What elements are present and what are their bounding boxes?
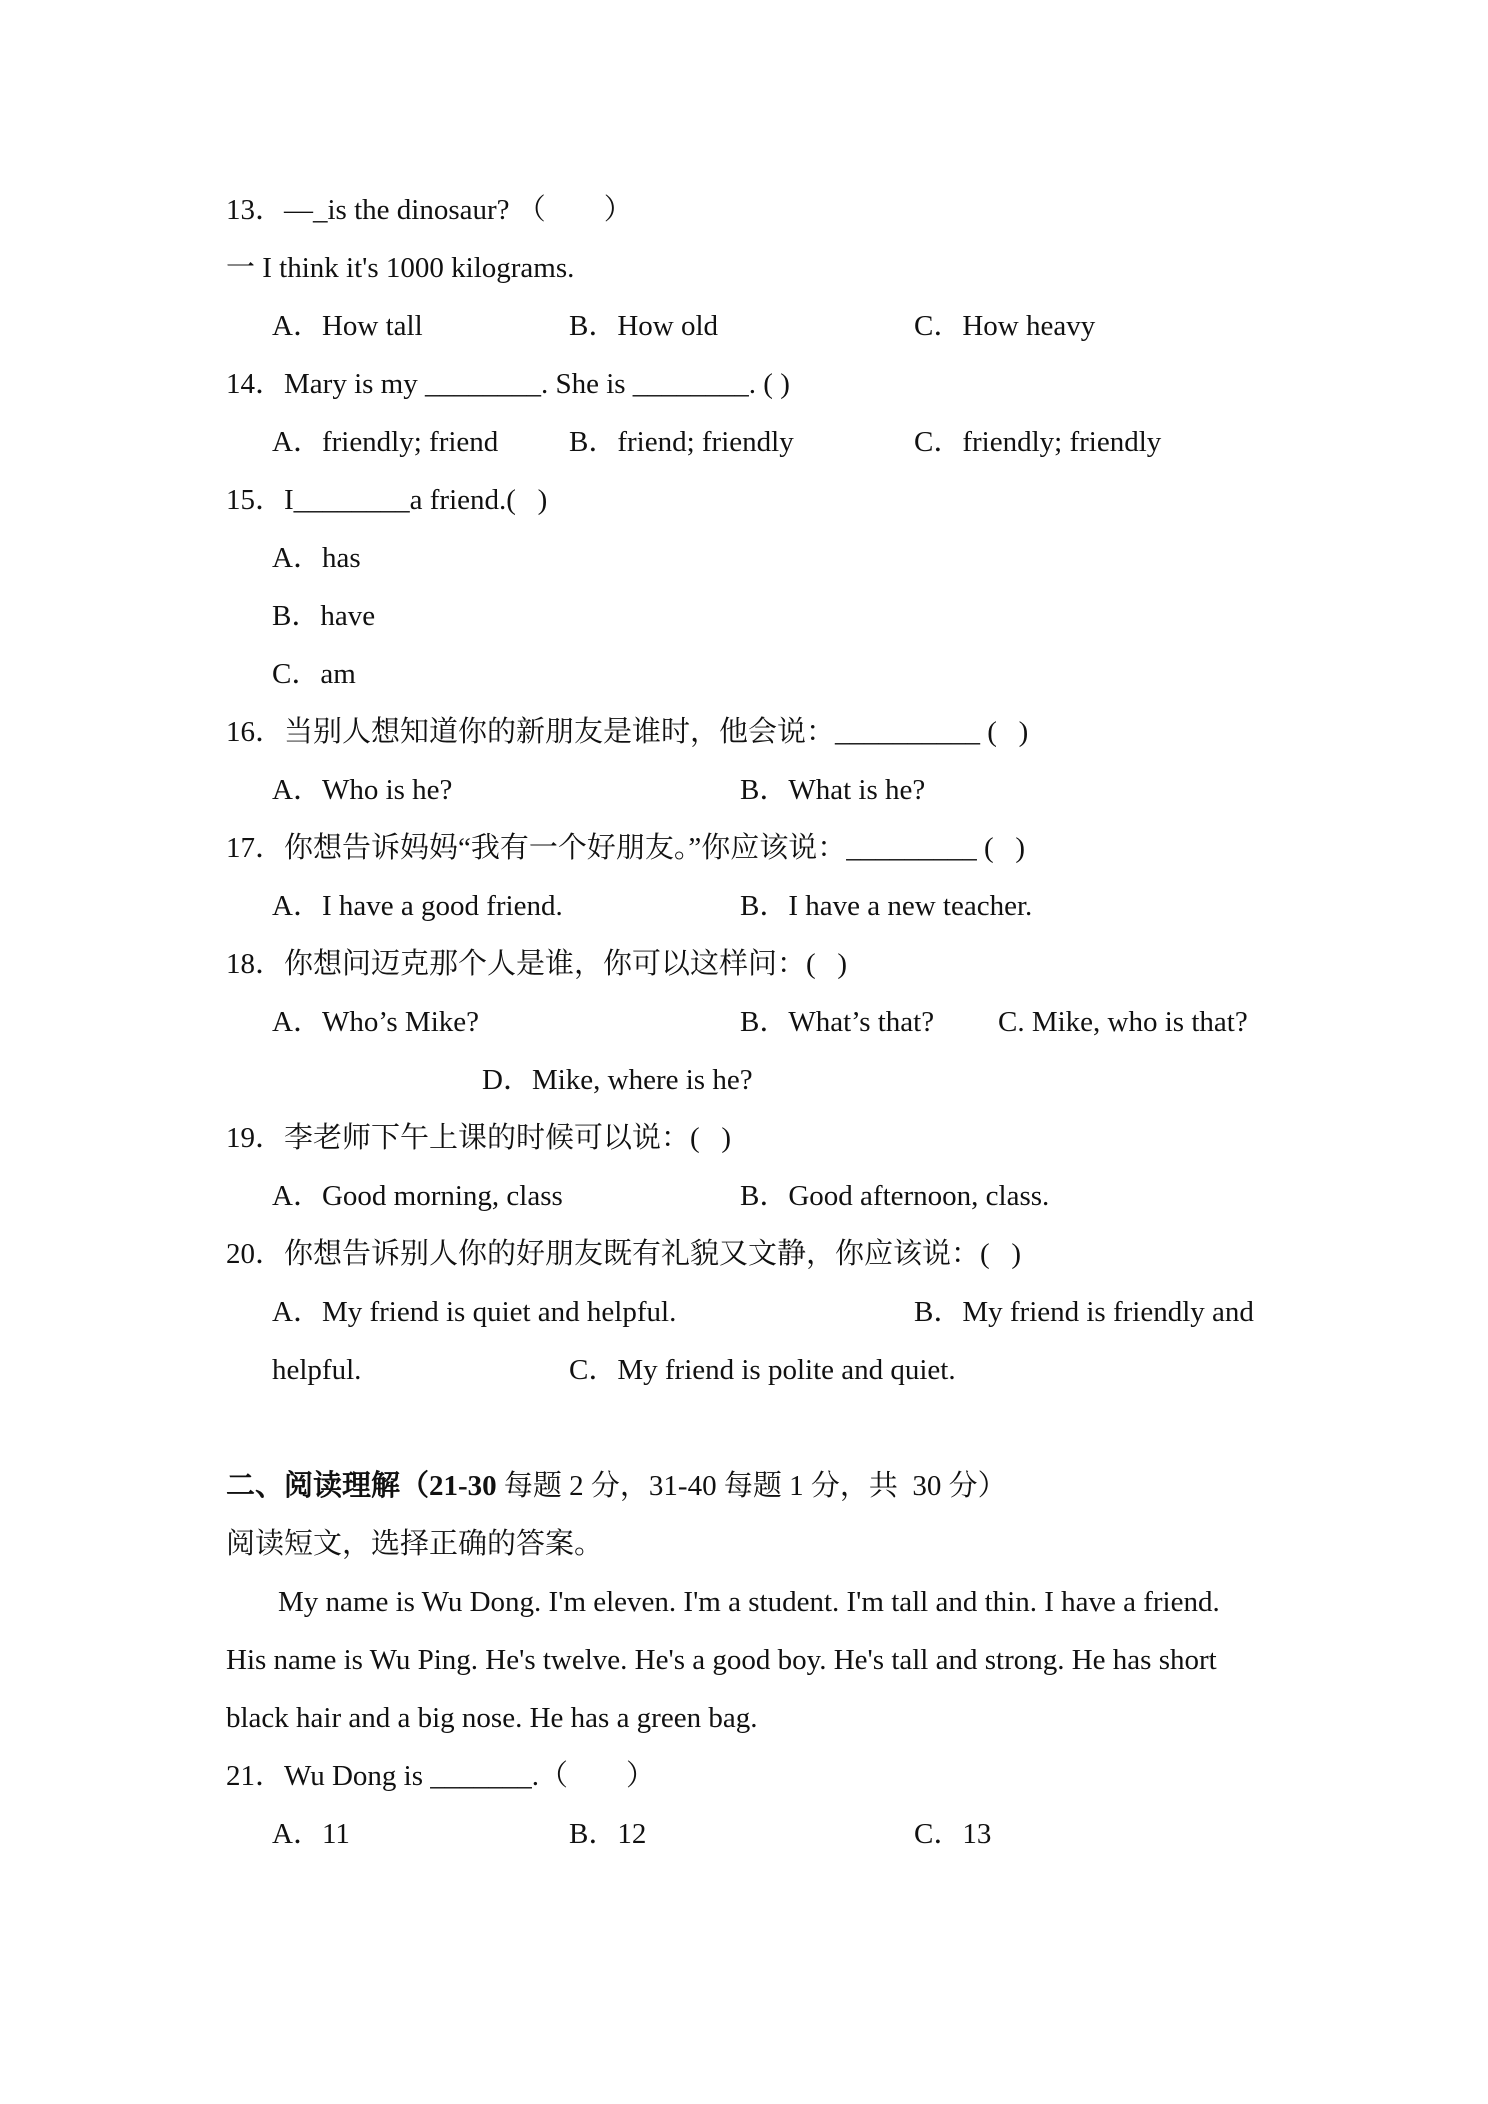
q19-option-b: B．Good afternoon, class. — [740, 1180, 1050, 1212]
q17-stem: 17．你想告诉妈妈“我有一个好朋友。”你应该说：_________ ( ) — [226, 832, 1026, 864]
q13-option-c: C．How heavy — [914, 310, 1096, 342]
q18-stem: 18．你想问迈克那个人是谁，你可以这样问：( ) — [226, 948, 848, 980]
q14-option-c: C．friendly; friendly — [914, 426, 1162, 458]
q15-stem: 15．I________a friend.( ) — [226, 484, 548, 516]
q18-option-a: A．Who’s Mike? — [272, 1006, 479, 1038]
q21-option-b: B．12 — [569, 1818, 647, 1850]
section-heading — [226, 1468, 1007, 1504]
passage-line-2: His name is Wu Ping. He's twelve. He's a good boy. He's tall and strong. He has short — [226, 1644, 1217, 1676]
q16-stem: 16．当别人想知道你的新朋友是谁时，他会说：__________ ( ) — [226, 716, 1029, 748]
section-heading-bold: 二、阅读理解（21-30 — [226, 1470, 497, 1502]
q14-option-a: A．friendly; friend — [272, 426, 499, 458]
q20-stem: 20．你想告诉别人你的好朋友既有礼貌又文静，你应该说：( ) — [226, 1238, 1022, 1270]
q21-option-c: C．13 — [914, 1818, 992, 1850]
q21-option-a: A．11 — [272, 1818, 350, 1850]
q20-option-b-continued: helpful. — [272, 1354, 362, 1386]
q13-option-b: B．How old — [569, 310, 719, 342]
q20-option-b: B．My friend is friendly and — [914, 1296, 1254, 1328]
q14-option-b: B．friend; friendly — [569, 426, 794, 458]
passage-line-3: black hair and a big nose. He has a green bag. — [226, 1702, 758, 1734]
q16-option-b: B．What is he? — [740, 774, 926, 806]
q21-stem: 21．Wu Dong is _______.（ ） — [226, 1760, 655, 1792]
q19-stem: 19．李老师下午上课的时候可以说：( ) — [226, 1122, 732, 1154]
passage-line-1: My name is Wu Dong. I'm eleven. I'm a student. I'm tall and thin. I have a friend. — [278, 1586, 1220, 1618]
q15-option-c: C．am — [272, 658, 356, 690]
q13-answer-line: 一 I think it's 1000 kilograms. — [226, 252, 575, 284]
section-heading-rest: 每题 2 分，31-40 每题 1 分，共 30 分） — [496, 1470, 1007, 1502]
q17-option-b: B．I have a new teacher. — [740, 890, 1033, 922]
q15-option-a: A．has — [272, 542, 361, 574]
q16-option-a: A．Who is he? — [272, 774, 453, 806]
q19-option-a: A．Good morning, class — [272, 1180, 563, 1212]
q18-option-c: C. Mike, who is that? — [998, 1006, 1248, 1038]
q13-stem: 13．—_is the dinosaur? （ ） — [226, 194, 633, 226]
q20-option-a: A．My friend is quiet and helpful. — [272, 1296, 677, 1328]
q18-option-d: D．Mike, where is he? — [482, 1064, 753, 1096]
q14-stem: 14．Mary is my ________. She is ________. ( ) — [226, 368, 790, 400]
q17-option-a: A．I have a good friend. — [272, 890, 563, 922]
q18-option-b: B．What’s that? — [740, 1006, 935, 1038]
q13-option-a: A．How tall — [272, 310, 423, 342]
q20-option-c: C．My friend is polite and quiet. — [569, 1354, 956, 1386]
q15-option-b: B．have — [272, 600, 376, 632]
section-instruction: 阅读短文，选择正确的答案。 — [226, 1528, 604, 1560]
